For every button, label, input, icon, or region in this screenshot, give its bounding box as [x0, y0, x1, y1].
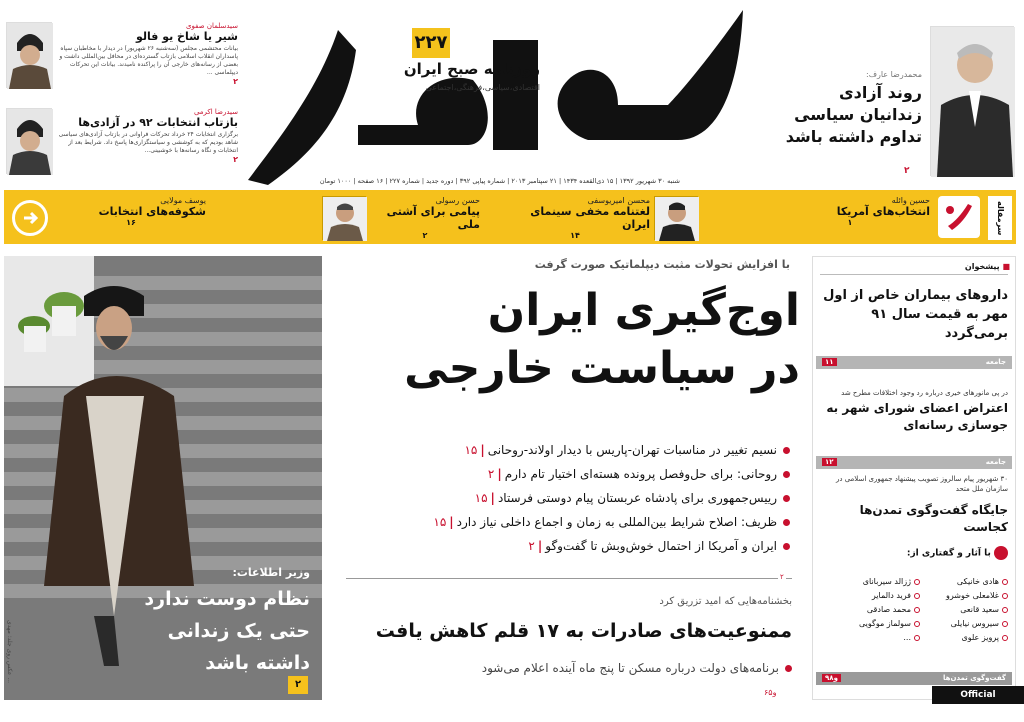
section-divider [346, 578, 792, 579]
story-title: بازتاب انتخابات ۹۲ در آزادی‌ها [78, 116, 238, 129]
lead-bullet[interactable]: روحانی: برای حل‌وفصل پرونده هسته‌ای اختیار تام دارم|۲ [340, 466, 790, 482]
band-thumb-2 [654, 196, 698, 240]
top-right-page-ref: ۲ [904, 166, 910, 176]
band-item-page-ref: ۱۴ [570, 231, 580, 240]
lead-bullet[interactable]: نسیم تغییر در مناسبات تهران-پاریس با دیدار اولاند-روحانی|۱۵ [340, 442, 790, 458]
story-body: برگزاری انتخابات ۲۴ خرداد تحرکات فراوانی در بازتاب آزادی‌های سیاسی شاهد بودیم که به کوششی و سیاستگزاری‌ها پاسخ داد. شرایط بعد از انتخابات و نگاه رسانه‌ها با خوشبینی... [58, 131, 238, 154]
second-subhead[interactable] [380, 660, 792, 676]
band-item-page-ref: ۱۶ [126, 218, 136, 227]
quote-icon [994, 546, 1008, 560]
masthead-logo [238, 0, 758, 190]
photo-kicker: وزیر اطلاعات: [232, 566, 310, 579]
photo-headline[interactable]: نظام دوست ندارد حتی یک زندانی داشته باشد [144, 588, 310, 674]
contributors-list: هادی خانیکیژزالد سیربانای غلامعلی خوشروفرید دالمایر سعید قانعیمحمد صادقی سیروس نیایلیسولماز موگویی پرویز علوی... [820, 575, 1008, 645]
lead-headline-line-1: اوج‌گیری ایران [487, 285, 800, 336]
second-subhead-text: برنامه‌های دولت درباره مسکن تا پنج ماه آینده اعلام می‌شود [481, 661, 779, 675]
band-item-author: حسن رسولی [435, 196, 480, 205]
lead-headline[interactable] [340, 282, 800, 398]
band-item-title: پیامی برای آشتی ملی [386, 205, 480, 231]
bullet-text: روحانی: برای حل‌وفصل پرونده هسته‌ای اختیار تام دارم [504, 467, 777, 481]
section-divider-page: ۲ [780, 573, 784, 581]
band-item-title: لغتنامه مخفی سینمای ایران [530, 205, 650, 231]
bullet-dot-icon [783, 447, 790, 454]
bullet-page: ۲ [487, 467, 495, 481]
top-left-photo-1 [6, 22, 52, 88]
band-item-author: یوسف مولایی [160, 196, 206, 205]
bullet-dot-icon [783, 495, 790, 502]
bullet-text: نسیم تغییر در مناسبات تهران-پاریس با دیدار اولاند-روحانی [487, 443, 777, 457]
right-block-1-title[interactable]: داروهای بیماران خاص از اول مهر به قیمت سال ۹۱ برمی‌گردد [823, 288, 1008, 341]
photo-credit: عکس روی جلد: مهدی ... [6, 620, 13, 684]
lead-bullet[interactable]: ظریف: اصلاح شرایط بین‌المللی به زمان و اجماع داخلی نیاز دارد|۱۵ [340, 514, 790, 530]
publication-logo-icon [938, 196, 980, 238]
top-right-headline[interactable]: روند آزادی زندانیان سیاسی تداوم داشته باشد [785, 83, 922, 146]
band-thumb-3 [322, 196, 366, 240]
arrow-right-icon[interactable] [12, 200, 48, 236]
right-block-2-title[interactable]: اعتراض اعضای شورای شهر به جوسازی رسانه‌ای [826, 401, 1008, 432]
bullet-text: ایران و آمریکا از احتمال خوش‌وبش تا گفت‌وگو [545, 539, 777, 553]
band-item-3[interactable] [370, 196, 480, 240]
section-footer-dialogue: گفت‌وگوی تمدن‌ها ۹و۸ [816, 672, 1012, 685]
section-label-pishkhan: ■ پیشخوان [964, 262, 1010, 271]
bullet-page: ۱۵ [433, 515, 447, 529]
story-author: سیدسلمان صفوی [186, 22, 238, 30]
top-right-photo [930, 26, 1014, 176]
band-item-author: حسین وائله [891, 196, 930, 205]
story-author: سیدرضا اکرمی [193, 108, 238, 116]
lead-bullet[interactable]: ایران و آمریکا از احتمال خوش‌وبش تا گفت‌وگو|۲ [340, 538, 790, 554]
second-page-ref: ۶و۵ [764, 688, 777, 697]
band-section-label: سرمقاله [988, 196, 1012, 240]
second-kicker: بخشنامه‌هایی که امید تزریق کرد [659, 596, 792, 607]
bullet-page: ۲ [528, 539, 535, 553]
official-publication-label: Official publication [932, 686, 1024, 704]
names-label: با آثار و گفتاری از: [820, 546, 1008, 560]
bullet-dot-icon [785, 665, 792, 672]
section-header-society-1: جامعه ۱۱ [816, 356, 1012, 369]
lead-bullet[interactable]: رییس‌جمهوری برای پادشاه عربستان پیام دوستی فرستاد|۱۵ [340, 490, 790, 506]
second-headline[interactable]: ممنوعیت‌های صادرات به ۱۷ قلم کاهش یافت [375, 620, 792, 642]
top-left-photo-2 [6, 108, 52, 174]
top-left-story-2[interactable] [58, 108, 238, 164]
story-page-ref: ۲ [233, 77, 238, 86]
bullet-dot-icon [783, 543, 790, 550]
bullet-page: ۱۵ [474, 491, 488, 505]
issue-badge: ۲۲۷ [412, 28, 450, 58]
svg-text:بهار: بهار [568, 176, 570, 177]
top-right-author: محمدرضا عارف: [866, 70, 922, 79]
band-item-1[interactable] [770, 196, 930, 240]
right-block-3-title[interactable]: جایگاه گفت‌وگوی تمدن‌ها کجاست [859, 503, 1008, 534]
band-item-page-ref: ۲ [422, 231, 428, 240]
divider [820, 274, 1008, 275]
photo-page-ref: ۲ [288, 676, 308, 694]
story-page-ref: ۲ [233, 155, 238, 164]
bullet-dot-icon [783, 519, 790, 526]
band-item-title: شکوفه‌های انتخابات [98, 205, 206, 218]
section-header-society-2: جامعه ۱۲ [816, 456, 1012, 469]
bullet-page: ۱۵ [464, 443, 478, 457]
tagline: روزنامه صبح ایران [403, 60, 540, 78]
band-item-page-ref: ۱ [847, 218, 853, 227]
bullet-text: رییس‌جمهوری برای پادشاه عربستان پیام دوستی فرستاد [497, 491, 777, 505]
dateline: شنبه ۳۰ شهریور ۱۳۹۲ | ۱۵ ذی‌القعده ۱۴۳۴ | ۲۱ سپتامبر ۲۰۱۳ | شماره پیاپی ۳۹۲ | دوره جدید | شماره ۲۲۷ | ۱۶ صفحه | ۱۰۰۰ تومان [319, 177, 680, 185]
band-item-title: انتخاب‌های آمریکا [836, 205, 930, 218]
bullet-text: ظریف: اصلاح شرایط بین‌المللی به زمان و اجماع داخلی نیاز دارد [456, 515, 777, 529]
band-item-2[interactable] [500, 196, 650, 240]
band-item-author: محسن امیریوسفی [587, 196, 650, 205]
right-block-3-kicker: ۳۰ شهریور پیام سالروز تصویب پیشنهاد جمهوری اسلامی در سازمان ملل متحد [835, 475, 1008, 493]
band-item-4[interactable] [56, 196, 206, 240]
right-block-2-kicker: در پی مانورهای خیری درباره رد وجود اختلافات مطرح شد [841, 389, 1008, 397]
lead-kicker: با افزایش تحولات مثبت دیپلماتیک صورت گرفت [534, 258, 790, 271]
lead-headline-line-2: در سیاست خارجی [404, 343, 800, 394]
top-left-story-1[interactable] [58, 22, 238, 86]
bullet-dot-icon [783, 471, 790, 478]
story-body: بیانات محتشمی مجلس (سه‌شنبه ۲۶ شهریور) در دیدار با مخاطبان سپاه پاسداران انقلاب اسلامی بازتاب گسترده‌ای در محافل بین‌المللی داشت و بعضی از رسانه‌های خارجی آن را پراکنده نامیدند. بیانات این تحرکات دیپلماسی ... [59, 45, 238, 76]
story-title: شیر یا شاخ یو فالو [136, 30, 238, 43]
tagline-sub: اقتصادی،سیاسی،فرهنگی،اجتماعی [425, 83, 540, 92]
